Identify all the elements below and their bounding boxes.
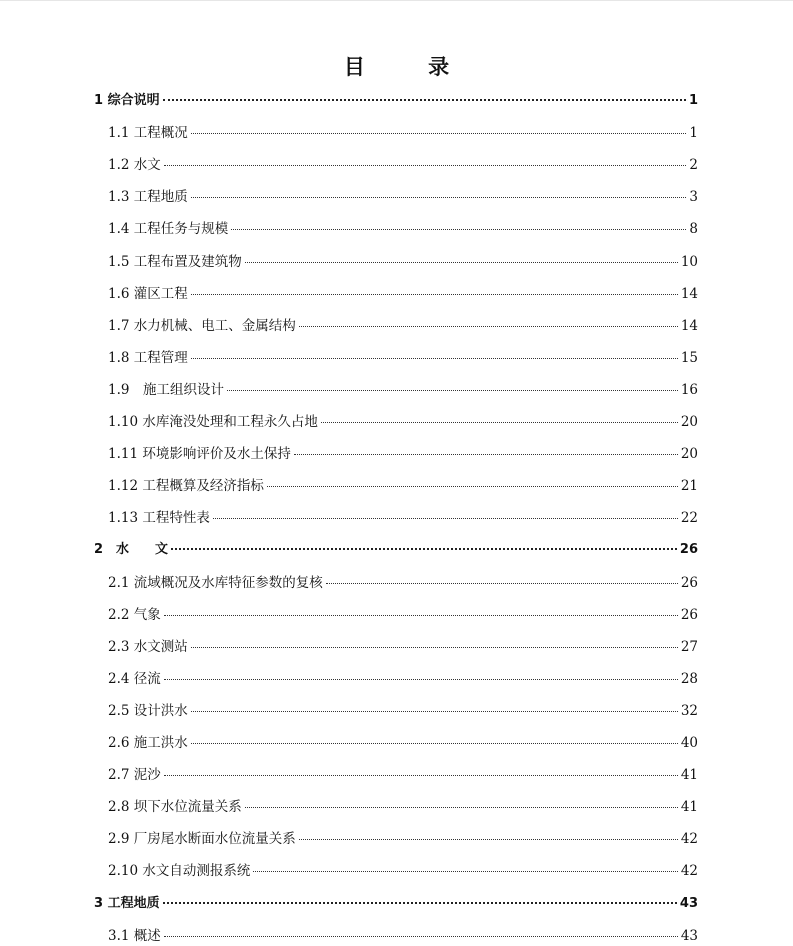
toc-dot-leader <box>191 358 678 359</box>
toc-page-number: 8 <box>689 221 698 238</box>
toc-section-entry[interactable] <box>108 733 698 753</box>
toc-dot-leader <box>245 262 678 263</box>
toc-entry-label: 1.2 水文 <box>108 157 161 174</box>
toc-section-entry[interactable] <box>108 476 698 496</box>
toc-section-entry[interactable] <box>108 861 698 881</box>
toc-section-entry[interactable] <box>108 284 698 304</box>
toc-dot-leader <box>164 165 687 166</box>
toc-page-number: 1 <box>688 93 698 108</box>
toc-dot-leader <box>171 548 677 550</box>
toc-section-entry[interactable] <box>108 797 698 817</box>
toc-section-entry[interactable] <box>108 605 698 625</box>
toc-entry-label: 1.9 施工组织设计 <box>108 381 224 398</box>
toc-entry-label: 2.6 施工洪水 <box>108 735 188 751</box>
toc-page-number: 41 <box>680 799 698 816</box>
toc-dot-leader <box>213 518 678 519</box>
toc-page-number: 22 <box>680 510 698 527</box>
toc-section-entry[interactable] <box>108 252 698 272</box>
toc-entry-label: 1.8 工程管理 <box>108 349 188 366</box>
toc-section-entry[interactable] <box>108 155 698 175</box>
toc-dot-leader <box>299 839 678 840</box>
toc-entry-label: 1.13 工程特性表 <box>108 510 210 527</box>
toc-page-number: 20 <box>680 414 698 430</box>
toc-dot-leader <box>231 229 686 230</box>
toc-dot-leader <box>163 902 677 904</box>
toc-page-number: 14 <box>680 317 698 334</box>
toc-page-number: 10 <box>680 253 698 270</box>
toc-entry-label: 1.1 工程概况 <box>108 125 188 142</box>
toc-dot-leader <box>164 936 678 937</box>
toc-page-number: 26 <box>680 574 698 591</box>
toc-dot-leader <box>164 679 678 680</box>
toc-section-entry[interactable] <box>108 316 698 336</box>
toc-dot-leader <box>294 454 678 455</box>
toc-page-number: 15 <box>680 349 698 366</box>
toc-page-number: 3 <box>689 189 698 206</box>
toc-section-entry[interactable] <box>108 123 698 143</box>
toc-dot-leader <box>191 294 678 295</box>
toc-page-number: 42 <box>680 831 698 848</box>
toc-page-number: 1 <box>689 125 698 142</box>
toc-dot-leader <box>191 197 687 198</box>
toc-page-number: 20 <box>680 446 698 463</box>
toc-entry-label: 2.8 坝下水位流量关系 <box>108 799 242 816</box>
toc-entry-label: 1 综合说明 <box>94 93 160 108</box>
toc-section-entry[interactable] <box>108 380 698 400</box>
toc-entry-label: 2.10 水文自动测报系统 <box>108 863 251 880</box>
toc-entry-label: 1.4 工程任务与规模 <box>108 221 229 238</box>
toc-section-entry[interactable] <box>108 444 698 464</box>
toc-section-entry[interactable] <box>108 765 698 785</box>
toc-page-number: 28 <box>680 670 698 687</box>
toc-dot-leader <box>321 422 678 423</box>
toc-entry-label: 2.1 流域概况及水库特征参数的复核 <box>108 574 323 591</box>
toc-entry-label: 3 工程地质 <box>94 895 160 911</box>
toc-entry-label: 2.4 径流 <box>108 670 161 687</box>
toc-dot-leader <box>245 807 678 808</box>
toc-entry-label: 2.7 泥沙 <box>108 767 161 784</box>
toc-page-number: 14 <box>680 285 698 302</box>
toc-section-entry[interactable] <box>108 412 698 432</box>
toc-chapter-entry[interactable] <box>94 894 698 914</box>
toc-chapter-entry[interactable] <box>94 540 698 560</box>
toc-section-entry[interactable] <box>108 701 698 721</box>
toc-dot-leader <box>163 99 686 101</box>
toc-page-number: 27 <box>680 638 698 655</box>
toc-section-entry[interactable] <box>108 508 698 528</box>
toc-entry-label: 1.5 工程布置及建筑物 <box>108 253 242 270</box>
toc-dot-leader <box>227 390 678 391</box>
toc-entry-label: 1.6 灌区工程 <box>108 285 188 302</box>
toc-dot-leader <box>326 583 678 584</box>
toc-dot-leader <box>191 711 678 712</box>
toc-section-entry[interactable] <box>108 219 698 239</box>
toc-section-entry[interactable] <box>108 573 698 593</box>
toc-title: 目 录 <box>343 55 478 79</box>
toc-entry-label: 2 水 文 <box>94 542 169 558</box>
toc-section-entry[interactable] <box>108 829 698 849</box>
toc-entry-label: 2.2 气象 <box>108 606 161 623</box>
toc-page-number: 2 <box>689 157 698 174</box>
toc-page-number: 26 <box>679 542 698 558</box>
toc-entry-label: 1.10 水库淹没处理和工程永久占地 <box>108 414 318 430</box>
toc-dot-leader <box>267 486 678 487</box>
toc-section-entry[interactable] <box>108 348 698 368</box>
toc-section-entry[interactable] <box>108 637 698 657</box>
toc-page-number: 32 <box>680 702 698 719</box>
toc-entry-label: 1.3 工程地质 <box>108 189 188 206</box>
toc-page-number: 40 <box>680 735 698 751</box>
toc-section-entry[interactable] <box>108 669 698 689</box>
toc-entry-label: 1.12 工程概算及经济指标 <box>108 478 264 495</box>
toc-entry-label: 1.7 水力机械、电工、金属结构 <box>108 317 296 334</box>
toc-entry-label: 2.9 厂房尾水断面水位流量关系 <box>108 831 296 848</box>
toc-dot-leader <box>191 133 687 134</box>
toc-entry-label: 1.11 环境影响评价及水土保持 <box>108 446 291 463</box>
toc-section-entry[interactable] <box>108 187 698 207</box>
toc-page-number: 43 <box>680 927 698 944</box>
toc-page-number: 21 <box>680 478 698 495</box>
toc-dot-leader <box>253 871 677 872</box>
toc-entry-label: 2.5 设计洪水 <box>108 702 188 719</box>
toc-page-number: 26 <box>680 606 698 623</box>
toc-page-number: 16 <box>680 381 698 398</box>
toc-dot-leader <box>299 326 678 327</box>
toc-dot-leader <box>164 775 678 776</box>
toc-chapter-entry[interactable] <box>94 91 698 111</box>
toc-entry-label: 3.1 概述 <box>108 927 161 944</box>
toc-page-number: 42 <box>680 863 698 880</box>
toc-entry-label: 2.3 水文测站 <box>108 638 188 655</box>
toc-dot-leader <box>164 615 678 616</box>
toc-dot-leader <box>191 743 678 744</box>
toc-dot-leader <box>191 647 678 648</box>
toc-page-number: 43 <box>679 895 698 911</box>
toc-page-number: 41 <box>680 767 698 784</box>
